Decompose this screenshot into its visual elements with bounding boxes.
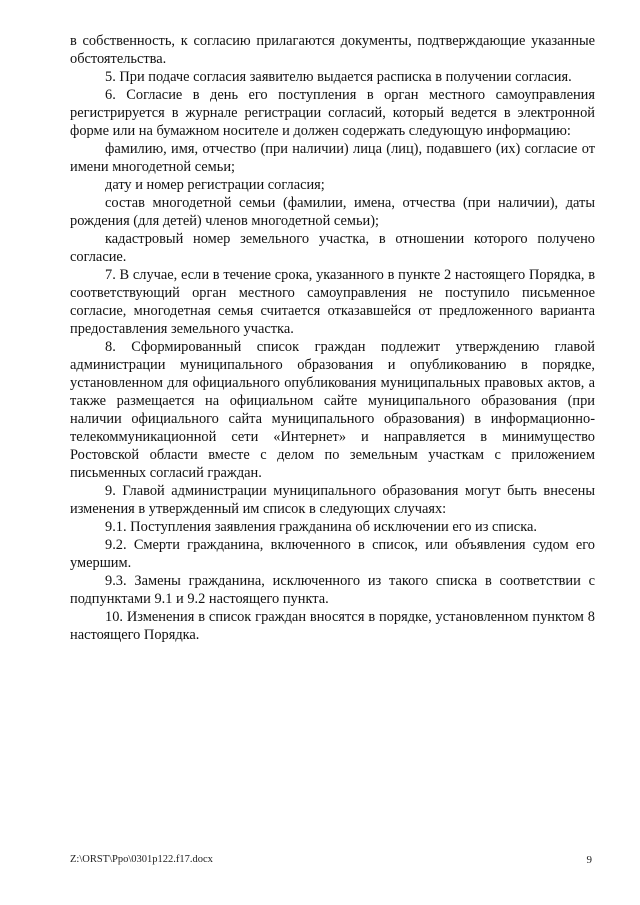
paragraph-item-6: 6. Согласие в день его поступления в орган местного самоуправления регистрируется в журнале регистрации согласий, который ведется в электронной форме или на бумажном носителе и должен содержать следующую информацию:: [70, 87, 595, 139]
footer-file-path: Z:\ORST\Ppo\0301p122.f17.docx: [70, 854, 213, 865]
paragraph-item-9: 9. Главой администрации муниципального образования могут быть внесены изменения в утвержденный им список в следующих случаях:: [70, 483, 595, 517]
info-field-name: фамилию, имя, отчество (при наличии) лица (лиц), подавшего (их) согласие от имени многодетной семьи;: [70, 141, 595, 175]
paragraph-item-9-2: 9.2. Смерти гражданина, включенного в список, или объявления судом его умершим.: [70, 537, 595, 571]
paragraph-item-9-1: 9.1. Поступления заявления гражданина об исключении его из списка.: [105, 519, 537, 535]
paragraph-item-9-3: 9.3. Замены гражданина, исключенного из такого списка в соответствии с подпунктами 9.1 и 9.2 настоящего пункта.: [70, 573, 595, 607]
paragraph-item-7: 7. В случае, если в течение срока, указанного в пункте 2 настоящего Порядка, в соответствующий орган местного самоуправления не поступило письменное согласие, многодетная семья считается отказавшейся от предложенного варианта предоставления земельного участка.: [70, 267, 595, 337]
info-field-family: состав многодетной семьи (фамилии, имена, отчества (при наличии), даты рождения (для детей) членов многодетной семьи);: [70, 195, 595, 229]
document-body: [70, 32, 595, 644]
paragraph-item-5: 5. При подаче согласия заявителю выдается расписка в получении согласия.: [105, 69, 572, 85]
page-number: 9: [586, 854, 592, 866]
paragraph-item-10: 10. Изменения в список граждан вносятся в порядке, установленном пунктом 8 настоящего Порядка.: [70, 609, 595, 643]
info-field-cadastral: кадастровый номер земельного участка, в отношении которого получено согласие.: [70, 231, 595, 265]
paragraph-item-8: 8. Сформированный список граждан подлежит утверждению главой администрации муниципального образования и опубликованию в порядке, установленном для официального опубликования муниципальных правовых актов, а также размещается на официальном сайте муниципального образования (при наличии официального сайта муниципального образования) в информационно-телекоммуникационной сети «Интернет» и направляется в минимущество Ростовской области вместе с делом по земельным участкам с приложением письменных согласий граждан.: [70, 339, 595, 481]
paragraph-continuation: в собственность, к согласию прилагаются документы, подтверждающие указанные обстоятельства.: [70, 33, 595, 67]
info-field-date: дату и номер регистрации согласия;: [105, 177, 325, 193]
